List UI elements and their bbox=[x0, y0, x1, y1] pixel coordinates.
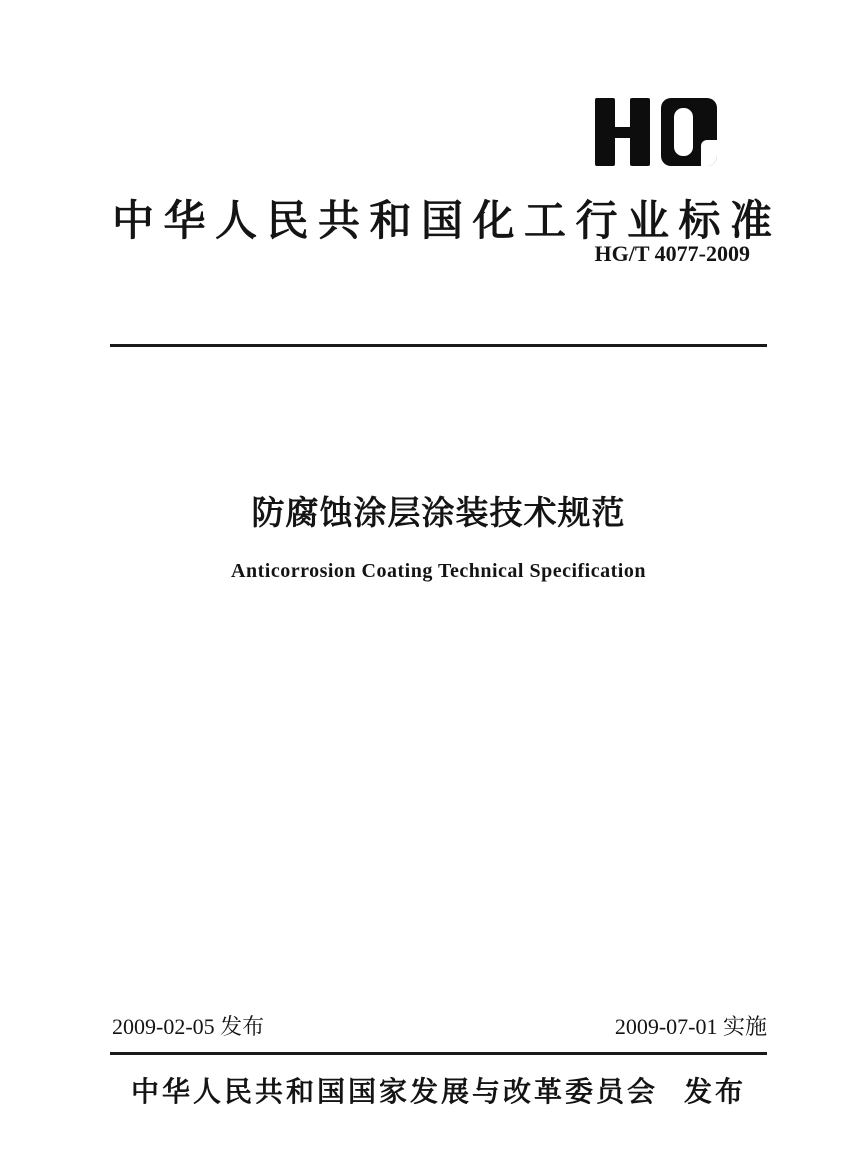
issue-date: 2009-02-05 发布 bbox=[112, 1014, 265, 1039]
title-english: Anticorrosion Coating Technical Specification bbox=[231, 560, 646, 582]
publish-label: 发布 bbox=[684, 1076, 747, 1107]
publisher-name: 中华人民共和国国家发展与改革委员会 bbox=[130, 1076, 658, 1107]
standard-category-heading: 中华人民共和国化工行业标准 bbox=[112, 197, 782, 244]
hg-logo bbox=[595, 98, 717, 166]
hg-logo-h-left-stem bbox=[595, 98, 615, 166]
hg-logo-g-counter bbox=[674, 108, 693, 156]
dates-row bbox=[112, 1010, 767, 1041]
top-rule bbox=[110, 344, 767, 347]
implementation-date: 2009-07-01 实施 bbox=[614, 1014, 767, 1039]
bottom-rule bbox=[110, 1052, 767, 1055]
title-chinese: 防腐蚀涂层涂装技术规范 bbox=[251, 494, 626, 531]
hg-logo-g-aperture bbox=[701, 140, 717, 166]
hg-logo-g-block bbox=[661, 98, 717, 166]
standard-number: HG/T 4077-2009 bbox=[594, 241, 750, 266]
hg-logo-h-right-stem bbox=[630, 98, 650, 166]
publisher-line bbox=[110, 1070, 767, 1110]
